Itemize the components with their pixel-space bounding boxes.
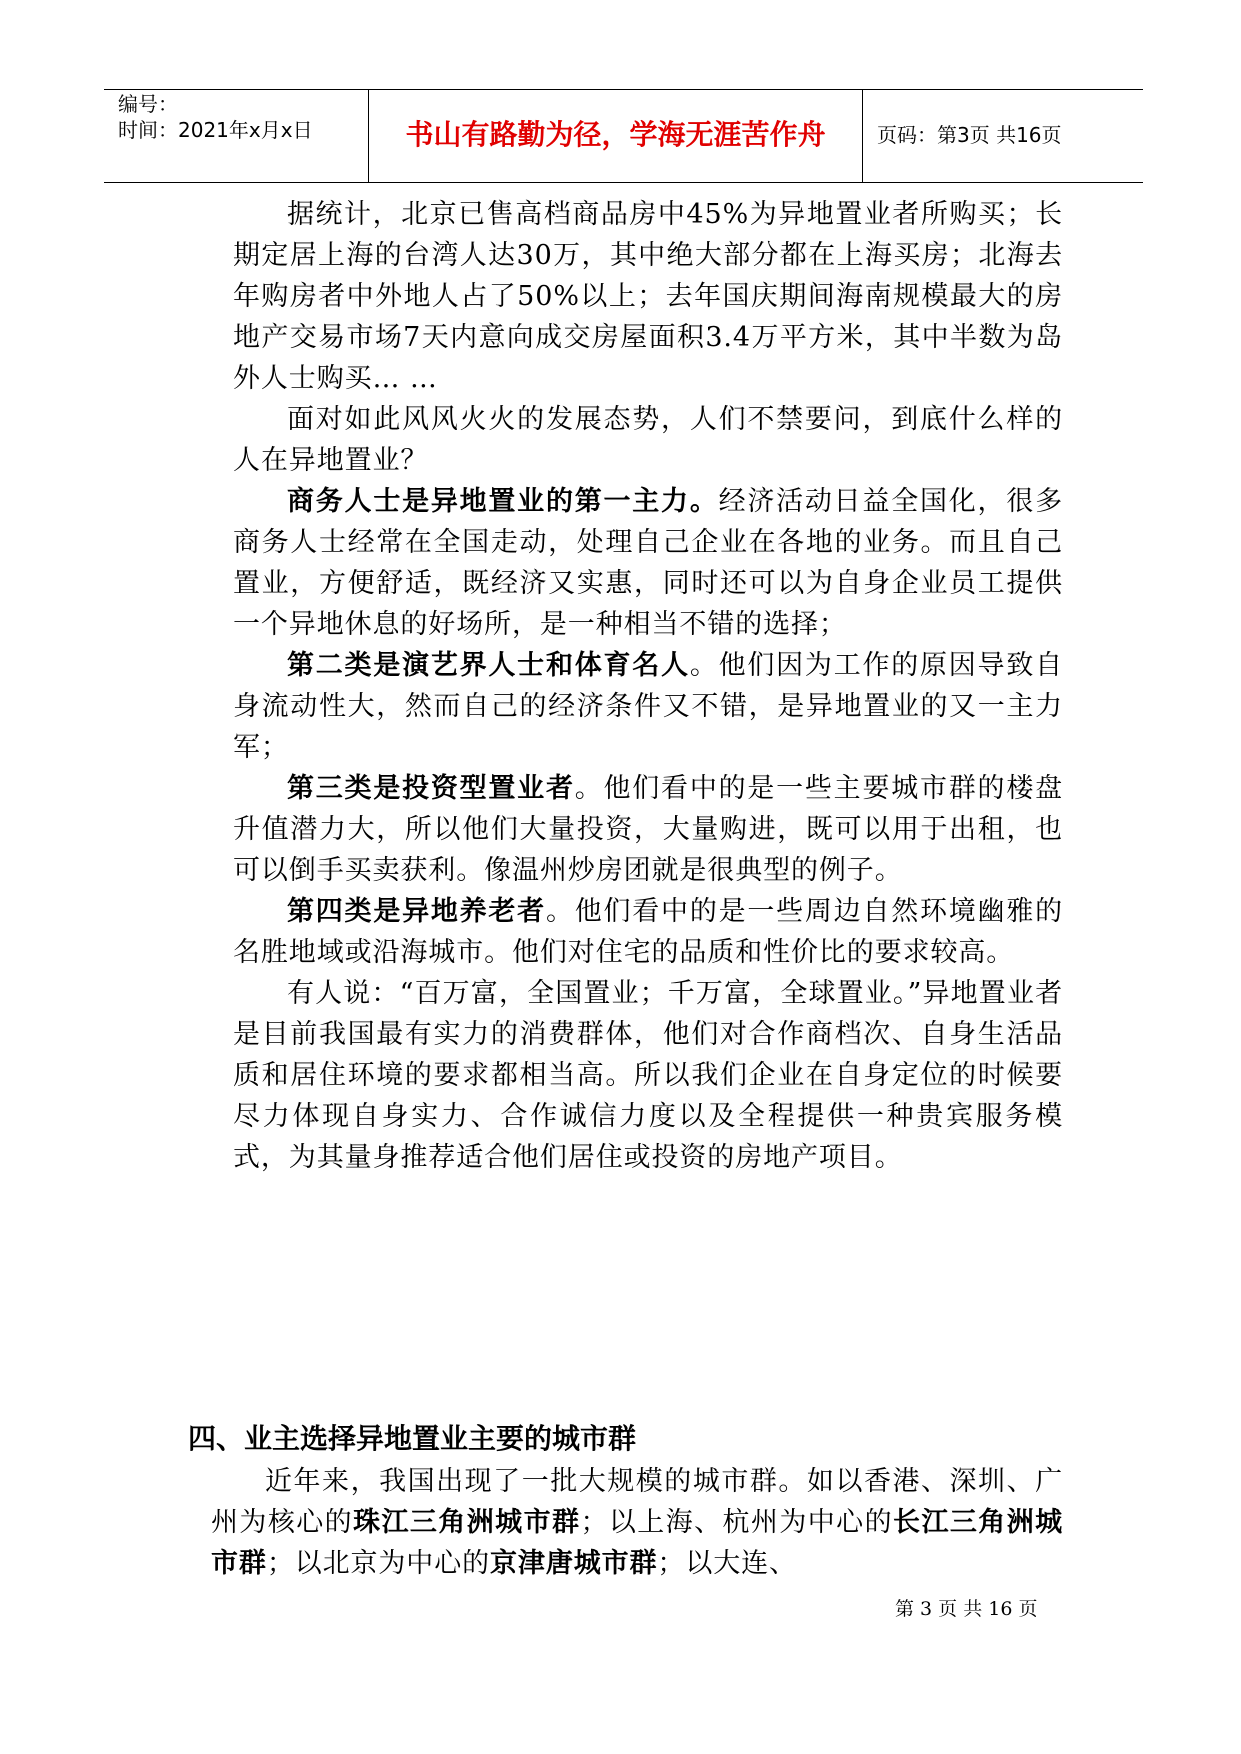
page-header (104, 89, 1143, 183)
paragraph-lead: 第四类是异地养老者 (287, 896, 546, 927)
paragraph-lead: 商务人士是异地置业的第一主力。 (287, 486, 719, 517)
paragraph-summary: 有人说：“百万富，全国置业；千万富，全球置业。”异地置业者是目前我国最有实力的消费群体，他们对合作商档次、自身生活品质和居住环境的要求都相当高。所以我们企业在自身定位的时候要尽力体现自身实力、合作诚信力度以及全程提供一种贵宾服务模式，为其量身推荐适合他们居住或投资的房地产项目。 (233, 978, 1063, 1173)
paragraph-statistics: 据统计，北京已售高档商品房中45%为异地置业者所购买；长期定居上海的台湾人达30万，其中绝大部分都在上海买房；北海去年购房者中外地人占了50%以上；去年国庆期间海南规模最大的房地产交易市场7天内意向成交房屋面积3.4万平方米，其中半数为岛外人士购买… … (233, 199, 1063, 394)
section-heading: 四、业主选择异地置业主要的城市群 (188, 1422, 637, 1455)
header-page-info: 页码：第3页 共16页 (877, 123, 1062, 147)
paragraph-business-people: 商务人士是异地置业的第一主力。经济活动日益全国化，很多商务人士经常在全国走动，处理自己企业在各地的业务。而且自己置业，方便舒适，既经济又实惠，同时还可以为自身企业员工提供一个异地休息的好场所，是一种相当不错的选择； (233, 486, 1063, 640)
paragraph-city-clusters: 近年来，我国出现了一批大规模的城市群。如以香港、深圳、广州为核心的珠江三角洲城市群；以上海、杭州为中心的长江三角洲城市群；以北京为中心的京津唐城市群；以大连、 (211, 1466, 1064, 1579)
paragraph-lead: 第二类是演艺界人士和体育名人 (287, 650, 690, 681)
paragraph-lead: 第三类是投资型置业者 (287, 773, 575, 804)
document-number-label: 编号： (118, 92, 178, 116)
paragraph-question: 面对如此风风火火的发展态势，人们不禁要问，到底什么样的人在异地置业？ (233, 404, 1063, 476)
highlight-pearl-river-delta: 珠江三角洲城市群 (353, 1507, 581, 1538)
header-motto: 书山有路勤为径，学海无涯苦作舟 (405, 118, 826, 151)
main-content (233, 194, 1063, 1178)
paragraph-investors: 第三类是投资型置业者。他们看中的是一些主要城市群的楼盘升值潜力大，所以他们大量投资，大量购进，既可以用于出租，也可以倒手买卖获利。像温州炒房团就是很典型的例子。 (233, 773, 1063, 886)
highlight-jing-jin-tang: 京津唐城市群 (490, 1548, 658, 1579)
paragraph-retirees: 第四类是异地养老者。他们看中的是一些周边自然环境幽雅的名胜地域或沿海城市。他们对住宅的品质和性价比的要求较高。 (233, 896, 1063, 968)
section-content (211, 1461, 1063, 1584)
page-footer: 第 3 页 共 16 页 (895, 1598, 1038, 1620)
header-left-cell (104, 90, 368, 182)
header-right-cell (863, 90, 1143, 182)
paragraph-entertainers: 第二类是演艺界人士和体育名人。他们因为工作的原因导致自身流动性大，然而自己的经济条件又不错，是异地置业的又一主力军； (233, 650, 1063, 763)
header-motto-cell (368, 90, 863, 182)
document-time-label: 时间：2021年x月x日 (118, 118, 313, 142)
highlight-yangtze-river-delta: 长江三角洲城市群 (211, 1507, 1064, 1579)
